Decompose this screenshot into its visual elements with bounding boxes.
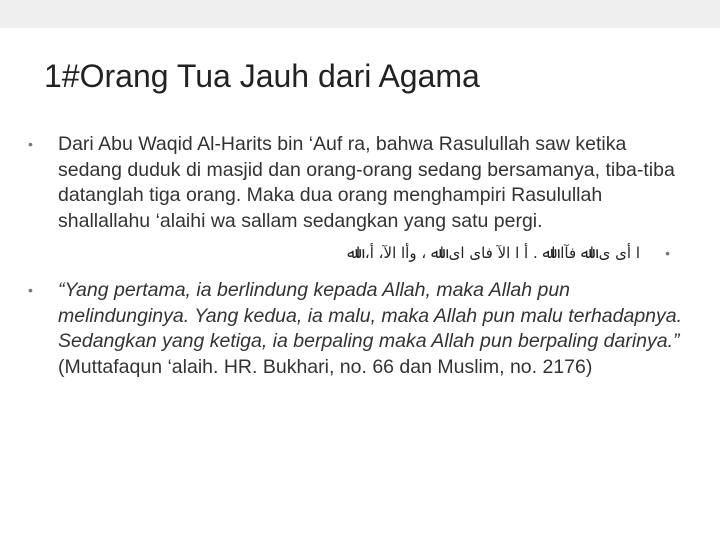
slide-title: 1#Orang Tua Jauh dari Agama bbox=[44, 58, 480, 94]
bullet-marker: • bbox=[28, 136, 33, 152]
top-band bbox=[0, 0, 720, 28]
bullet-marker: • bbox=[665, 245, 670, 261]
bullet-arabic bbox=[28, 240, 688, 270]
quote-text: “Yang pertama, ia berlindung kepada Allah, maka Allah pun melindunginya. Yang kedua, ia malu, maka Allah pun malu terhadapnya. Sedangkan yang ketiga, ia berpaling maka Allah pun berpaling darinya.” bbox=[58, 279, 683, 352]
citation-text: (Muttafaqun ‘alaih. HR. Bukhari, no. 66 dan Muslim, no. 2176) bbox=[58, 355, 593, 378]
paragraph-text: Dari Abu Waqid Al-Harits bin ‘Auf ra, bahwa Rasulullah saw ketika sedang duduk di masjid dan orang-orang sedang bersamanya, tiba-tiba datanglah tiga orang. Maka dua orang menghampiri Rasulullah shallallahu ‘alaihi wa sallam sedangkan yang satu pergi. bbox=[58, 133, 675, 232]
bullet-marker: • bbox=[28, 282, 33, 298]
bullet-paragraph-1 bbox=[28, 132, 688, 234]
bullet-paragraph-2 bbox=[28, 278, 688, 380]
body-list bbox=[28, 132, 688, 386]
arabic-hadith-text: ا أى ى اﷲ ﻓﺂا اﷲ . أ ا اﻵ ﻓﺎى اى اﷲ ، وأا اﻵ، أ، اﷲ bbox=[347, 244, 640, 262]
